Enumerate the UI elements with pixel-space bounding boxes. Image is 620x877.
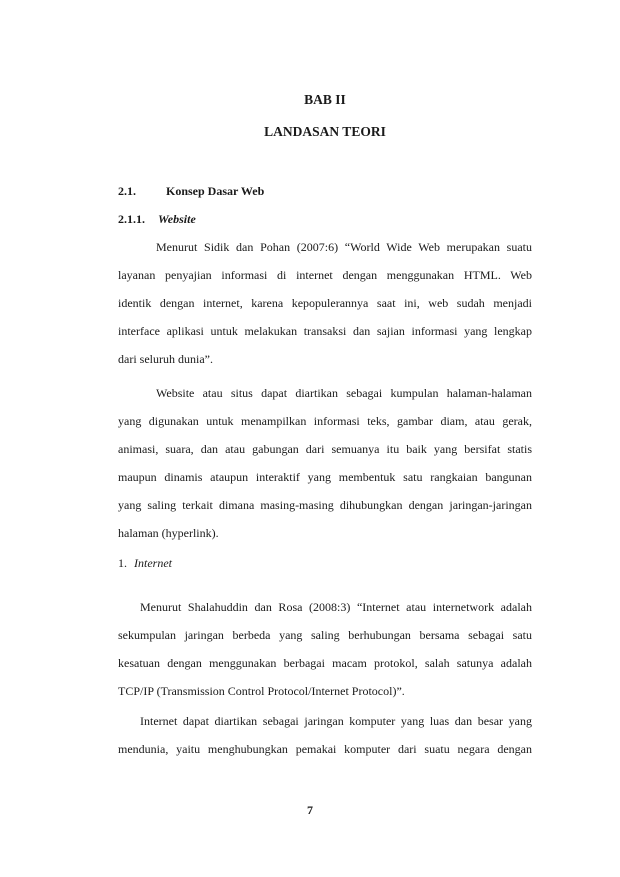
paragraph-2-line: yang saling terkait dimana masing-masing dihubungkan dengan jaringan-jaringan	[118, 498, 532, 512]
paragraph-2-line: yang digunakan untuk menampilkan informasi teks, gambar diam, atau gerak,	[118, 414, 532, 428]
paragraph-4-line: mendunia, yaitu menghubungkan pemakai komputer dari suatu negara dengan	[118, 742, 532, 756]
paragraph-1-line: interface aplikasi untuk melakukan transaksi dan sajian informasi yang lengkap	[118, 324, 532, 338]
paragraph-1-line: Menurut Sidik dan Pohan (2007:6) “World Wide Web merupakan suatu	[156, 240, 532, 254]
chapter-title: LANDASAN TEORI	[264, 124, 386, 139]
paragraph-1-line: layanan penyajian informasi di internet dengan menggunakan HTML. Web	[118, 268, 532, 282]
paragraph-2-line: animasi, suara, dan atau gabungan dari semuanya itu baik yang bersifat statis	[118, 442, 532, 456]
section-title: Konsep Dasar Web	[166, 184, 265, 198]
page-number: 7	[307, 803, 313, 817]
paragraph-1-line: identik dengan internet, karena kepopulerannya saat ini, web sudah menjadi	[118, 296, 532, 310]
list-item-number: 1.	[118, 556, 127, 570]
paragraph-2-line: halaman (hyperlink).	[118, 526, 219, 540]
paragraph-2-line: Website atau situs dapat diartikan sebagai kumpulan halaman-halaman	[156, 386, 532, 400]
paragraph-3-line: Menurut Shalahuddin dan Rosa (2008:3) “Internet atau internetwork adalah	[140, 600, 532, 614]
paragraph-3-line: kesatuan dengan menggunakan berbagai macam protokol, salah satunya adalah	[118, 656, 532, 670]
list-item-title: Internet	[134, 556, 172, 570]
subsection-title: Website	[158, 212, 196, 226]
paragraph-4-line: Internet dapat diartikan sebagai jaringan komputer yang luas dan besar yang	[140, 714, 532, 728]
paragraph-2-line: maupun dinamis ataupun interaktif yang membentuk satu rangkaian bangunan	[118, 470, 532, 484]
subsection-number: 2.1.1.	[118, 212, 145, 226]
chapter-number: BAB II	[304, 92, 346, 107]
section-number: 2.1.	[118, 184, 136, 198]
paragraph-3-line: sekumpulan jaringan berbeda yang saling berhubungan bersama sebagai satu	[118, 628, 532, 642]
paragraph-1-line: dari seluruh dunia”.	[118, 352, 213, 366]
paragraph-3-line: TCP/IP (Transmission Control Protocol/Internet Protocol)”.	[118, 684, 405, 698]
